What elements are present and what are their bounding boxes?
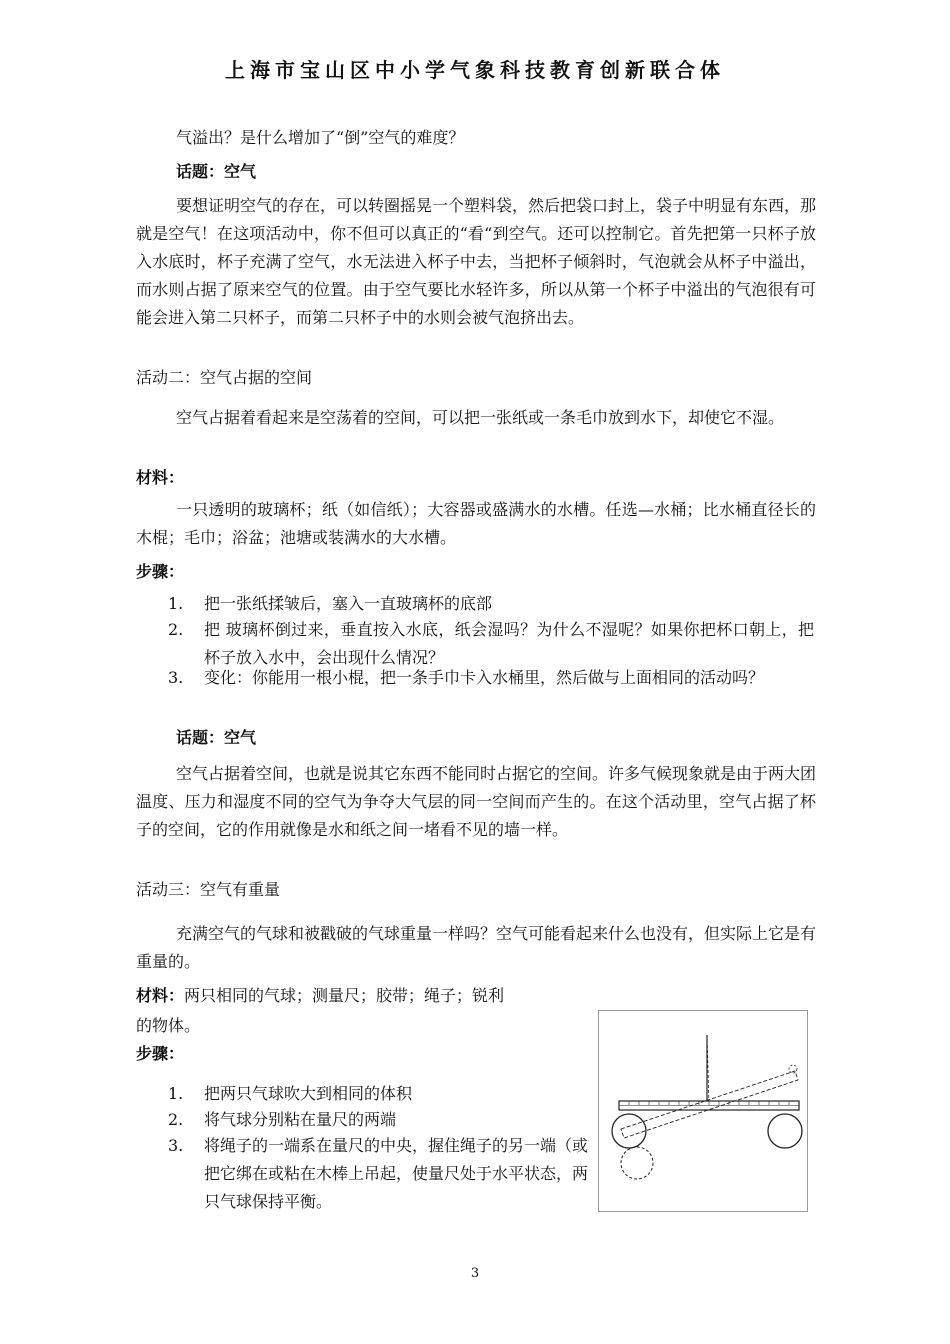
activity2-title: 活动二：空气占据的空间	[136, 368, 313, 387]
activity2-intro: 空气占据着看起来是空荡着的空间，可以把一张纸或一条毛巾放到水下，却使它不湿。	[176, 408, 785, 427]
activity2-topic-text: 空气占据着空间，也就是说其它东西不能同时占据它的空间。许多气候现象就是由于两大团温度、压力和湿度不同的空气为争夺大气层的同一空间而产生的。在这个活动里，空气占据了杯子的空间，它的作用就像是水和纸之间一堵看不见的墙一样。	[136, 764, 817, 839]
right-balloon	[768, 1114, 802, 1148]
topic1-text: 要想证明空气的存在，可以转圈摇晃一个塑料袋，然后把袋口封上，袋子中明显有东西，那就是空气！在这项活动中，你不但可以真正的“看“到空气。还可以控制它。首先把第一只杯子放入水底时，杯子充满了空气，水无法进入杯子中去，当把杯子倾斜时，气泡就会从杯子中溢出，而水则占据了原来空气的位置。由于空气要比水轻许多，所以从第一个杯子中溢出的气泡很有可能会进入第二只杯子，而第二只杯子中的水则会被气泡挤出去。	[136, 196, 817, 327]
page-header: 上海市宝山区中小学气象科技教育创新联合体	[225, 58, 725, 82]
step-number: 1.	[168, 594, 184, 613]
activity2-steps-label: 步骤：	[136, 562, 185, 581]
page-number: 3	[470, 1266, 480, 1281]
step-number: 3.	[168, 1136, 184, 1155]
activity3-steps-label: 步骤：	[136, 1044, 185, 1063]
horizontal-ruler	[619, 1101, 799, 1110]
activity3-title: 活动三：空气有重量	[136, 880, 281, 899]
activity3-materials-text-line1: 两只相同的气球；测量尺；胶带；绳子；锐利	[184, 986, 505, 1005]
step-text: 将绳子的一端系在量尺的中央，握住绳子的另一端（或把它绑在或粘在木棒上吊起，使量尺处于水平状态，两只气球保持平衡。	[204, 1136, 589, 1211]
intro-line: 气溢出？是什么增加了“倒”空气的难度？	[176, 128, 465, 147]
topic1-label: 话题：空气	[176, 162, 257, 181]
left-balloon	[612, 1114, 646, 1148]
activity3-materials-text-line2: 的物体。	[136, 1016, 201, 1035]
activity3-materials-label: 材料：	[136, 986, 185, 1005]
activity2-materials-text: 一只透明的玻璃杯；纸（如信纸）；大容器或盛满水的水槽。任选—水桶；比水桶直径长的木棍；毛巾；浴盆；池塘或装满水的大水槽。	[136, 500, 816, 547]
dropped-balloon	[621, 1147, 653, 1179]
balance-diagram	[599, 1011, 807, 1211]
step-number: 3.	[168, 668, 184, 687]
step-number: 1.	[168, 1084, 184, 1103]
step-text: 把 玻璃杯倒过来，垂直按入水底，纸会湿吗？为什么不湿呢？如果你把杯口朝上，把杯子放入水中，会出现什么情况？	[204, 620, 814, 667]
balloon-balance-illustration	[598, 1010, 808, 1212]
activity3-materials	[136, 982, 596, 1010]
step-text: 变化：你能用一根小棍，把一条手巾卡入水桶里，然后做与上面相同的活动吗？	[204, 668, 765, 687]
step-text: 把一张纸揉皱后，塞入一直玻璃杯的底部	[204, 594, 493, 613]
activity2-topic-label: 话题：空气	[176, 728, 257, 747]
activity3-intro: 充满空气的气球和被戳破的气球重量一样吗？空气可能看起来什么也没有，但实际上它是有重量的。	[136, 924, 817, 971]
step-text: 把两只气球吹大到相同的体积	[204, 1084, 413, 1103]
activity2-materials-label: 材料：	[136, 468, 185, 487]
step-text: 将气球分别粘在量尺的两端	[204, 1110, 397, 1129]
step-number: 2.	[168, 620, 184, 639]
step-number: 2.	[168, 1110, 184, 1129]
